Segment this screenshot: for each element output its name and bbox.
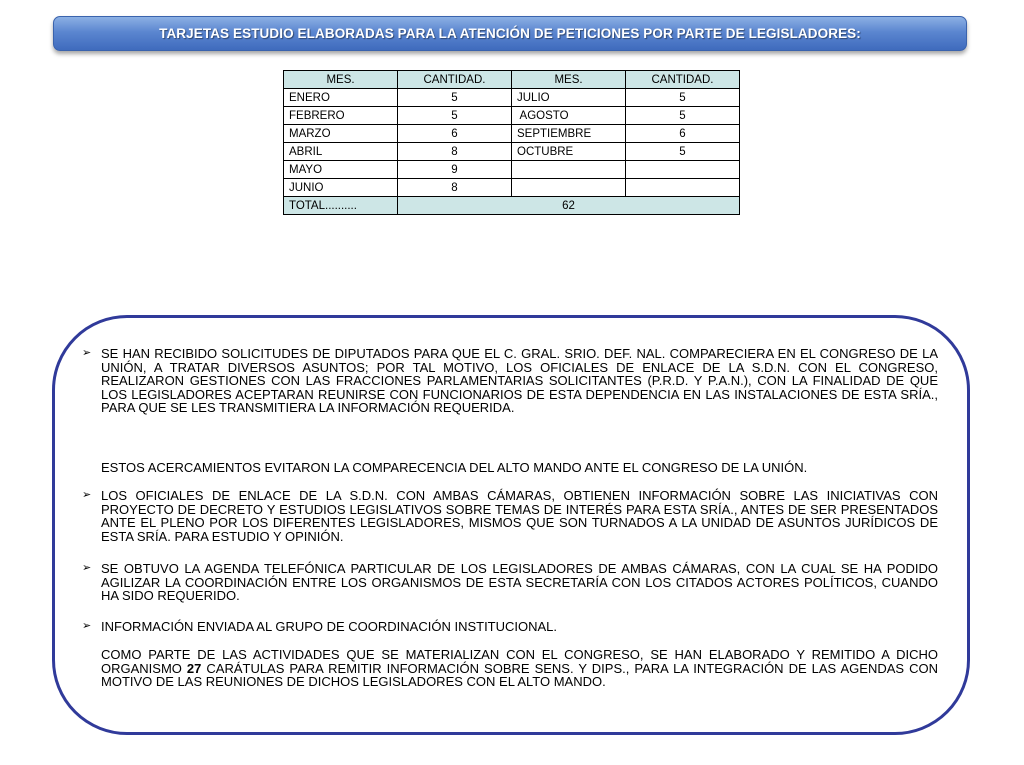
- table-row: [284, 107, 740, 125]
- quantity-cell: 9: [398, 161, 512, 179]
- quantity-cell: 6: [398, 125, 512, 143]
- table-total-row: [284, 197, 740, 215]
- month-cell: FEBRERO: [284, 107, 398, 125]
- title-banner: [53, 16, 967, 51]
- page-title: TARJETAS ESTUDIO ELABORADAS PARA LA ATENCIÓN DE PETICIONES POR PARTE DE LEGISLADORES:: [159, 26, 861, 41]
- paragraph-covers: [101, 648, 938, 689]
- table-row: [284, 125, 740, 143]
- header-quantity-2: CANTIDAD.: [626, 71, 740, 89]
- quantity-cell: 5: [626, 107, 740, 125]
- month-cell: [512, 179, 626, 197]
- table-row: [284, 143, 740, 161]
- month-cell: JULIO: [512, 89, 626, 107]
- month-cell: ABRIL: [284, 143, 398, 161]
- covers-count: 27: [186, 660, 202, 676]
- table-row: [284, 179, 740, 197]
- covers-text-end: CARÁTULAS PARA REMITIR INFORMACIÓN SOBRE SENS. Y DIPS., PARA LA INTEGRACIÓN DE LAS AGENDAS CON MOTIVO DE LAS REUNIONES DE DICHOS LEGISLADORES CON EL ALTO MANDO.: [101, 660, 938, 689]
- month-cell: AGOSTO: [512, 107, 626, 125]
- paragraph-requests: SE HAN RECIBIDO SOLICITUDES DE DIPUTADOS PARA QUE EL C. GRAL. SRIO. DEF. NAL. COMPARECIERA EN EL CONGRESO DE LA UNIÓN, A TRATAR DIVERSOS ASUNTOS; POR TAL MOTIVO, LOS OFICIALES DE ENLACE DE LA S.D.N. CON EL CONGRESO, REALIZARON GESTIONES CON LAS FRACCIONES PARLAMENTARIAS SOLICITANTES (P.R.D. Y P.A.N.), CON LA FINALIDAD DE QUE LOS LEGISLADORES ACEPTARAN REUNIRSE CON FUNCIONARIOS DE ESTA DEPENDENCIA EN LAS INSTALACIONES DE ESTA SRÍA., PARA QUE SE LES TRANSMITIERA LA INFORMACIÓN REQUERIDA.: [101, 346, 938, 415]
- quantity-cell: 8: [398, 179, 512, 197]
- header-quantity-1: CANTIDAD.: [398, 71, 512, 89]
- header-month-2: MES.: [512, 71, 626, 89]
- paragraph-liaison-officers: LOS OFICIALES DE ENLACE DE LA S.D.N. CON AMBAS CÁMARAS, OBTIENEN INFORMACIÓN SOBRE LAS INICIATIVAS CON PROYECTO DE DECRETO Y ESTUDIOS LEGISLATIVOS SOBRE TEMAS DE INTERÉS PARA ESTA SRÍA., ANTES DE SER PRESENTADOS ANTE EL PLENO POR LOS DIFERENTES LEGISLADORES, MISMOS QUE SON TURNADOS A LA UNIDAD DE ASUNTOS JURÍDICOS DE ESTA SRÍA. PARA ESTUDIO Y OPINIÓN.: [101, 488, 938, 544]
- covers-text-start: COMO PARTE DE LAS ACTIVIDADES QUE SE MATERIALIZAN CON EL CONGRESO, SE HAN ELABORADO Y REMITIDO A DICHO ORGANISMO: [101, 647, 938, 676]
- header-month-1: MES.: [284, 71, 398, 89]
- month-cell: MAYO: [284, 161, 398, 179]
- quantity-cell: [626, 161, 740, 179]
- paragraph-phone-agenda: SE OBTUVO LA AGENDA TELEFÓNICA PARTICULAR DE LOS LEGISLADORES DE AMBAS CÁMARAS, CON LA CUAL SE HA PODIDO AGILIZAR LA COORDINACIÓN ENTRE LOS ORGANISMOS DE ESTA SECRETARÍA CON LOS CITADOS ACTORES POLÍTICOS, CUANDO HA SIDO REQUERIDO.: [101, 561, 938, 603]
- month-cell: JUNIO: [284, 179, 398, 197]
- quantity-cell: 5: [398, 107, 512, 125]
- month-cell: OCTUBRE: [512, 143, 626, 161]
- quantity-cell: 8: [398, 143, 512, 161]
- arrow-bullet-icon: ➢: [82, 347, 92, 359]
- quantity-cell: [626, 179, 740, 197]
- table-row: [284, 89, 740, 107]
- arrow-bullet-icon: ➢: [82, 620, 92, 632]
- quantity-cell: 5: [626, 89, 740, 107]
- quantity-cell: 5: [626, 143, 740, 161]
- arrow-bullet-icon: ➢: [82, 489, 92, 501]
- paragraph-result: ESTOS ACERCAMIENTOS EVITARON LA COMPARECENCIA DEL ALTO MANDO ANTE EL CONGRESO DE LA UNIÓN.: [101, 460, 808, 475]
- petitions-table: [283, 70, 740, 215]
- month-cell: MARZO: [284, 125, 398, 143]
- month-cell: ENERO: [284, 89, 398, 107]
- total-value: 62: [398, 197, 740, 215]
- arrow-bullet-icon: ➢: [82, 562, 92, 574]
- paragraph-info-sent: INFORMACIÓN ENVIADA AL GRUPO DE COORDINACIÓN INSTITUCIONAL.: [101, 619, 558, 634]
- table-header-row: [284, 71, 740, 89]
- month-cell: SEPTIEMBRE: [512, 125, 626, 143]
- month-cell: [512, 161, 626, 179]
- table-row: [284, 161, 740, 179]
- quantity-cell: 6: [626, 125, 740, 143]
- quantity-cell: 5: [398, 89, 512, 107]
- total-label: TOTAL..........: [284, 197, 398, 215]
